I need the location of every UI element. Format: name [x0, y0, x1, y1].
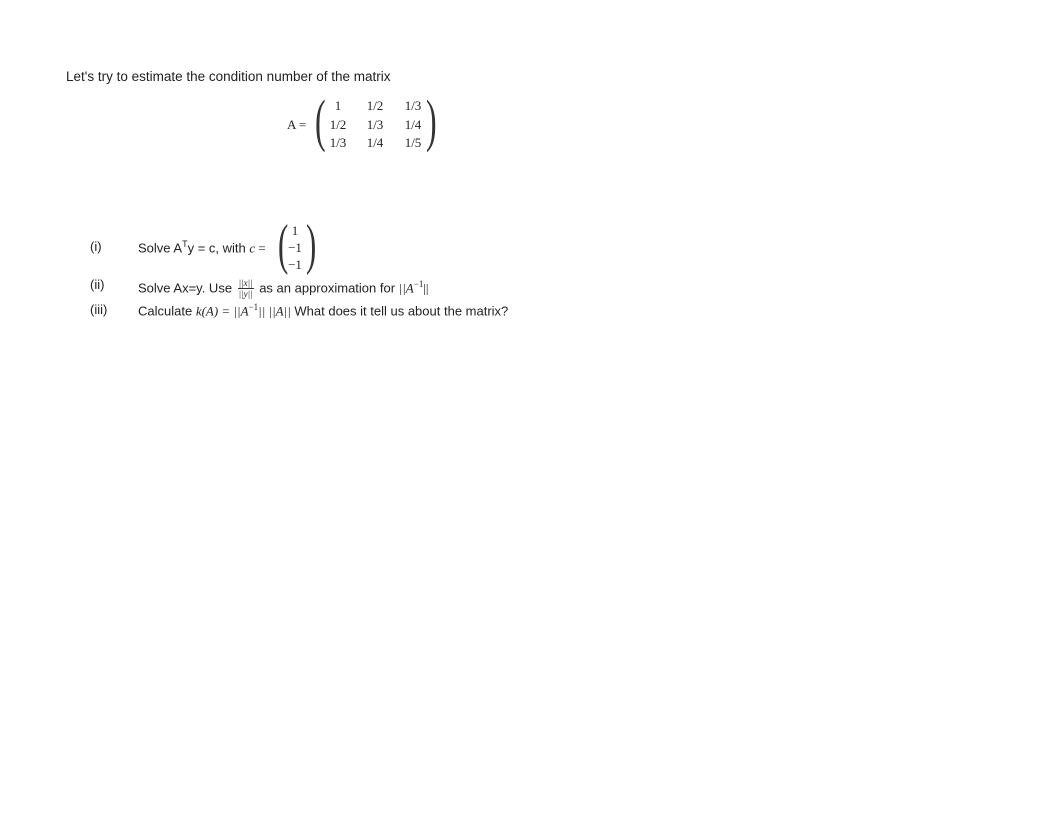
- matrix-cell: 1/4: [366, 135, 384, 150]
- transpose-superscript: T: [182, 239, 188, 249]
- matrix-cell: 1: [334, 98, 342, 113]
- matrix-label: A =: [287, 117, 307, 132]
- math-expression: ||: [423, 280, 429, 296]
- item-text: [138, 271, 429, 300]
- math-expression: ||A: [233, 303, 249, 319]
- math-expression: || ||A||: [258, 303, 291, 319]
- matrix-right-paren: ): [426, 88, 437, 153]
- item-text-part: Solve Ax=y. Use: [138, 280, 236, 296]
- item-number: (iii): [90, 302, 108, 317]
- item-text-part: as an approximation for: [255, 280, 399, 296]
- item-text: [138, 239, 266, 256]
- math-expression: ||A: [398, 280, 414, 296]
- matrix-cell: 1/4: [404, 117, 422, 132]
- fraction-denominator: ||y||: [238, 289, 253, 300]
- matrix-cell: 1/2: [366, 98, 384, 113]
- item-text: [138, 302, 508, 319]
- matrix-cell: 1/3: [329, 135, 347, 150]
- vector-cell: 1: [291, 223, 299, 238]
- vector-c: [278, 214, 322, 276]
- item-text-part: What does it tell us about the matrix?: [290, 303, 509, 319]
- item-number: (i): [90, 239, 102, 254]
- matrix-cell: 1/5: [404, 135, 422, 150]
- inverse-superscript: −1: [413, 279, 424, 289]
- math-equals: =: [255, 240, 266, 256]
- vector-cell: −1: [288, 240, 302, 255]
- vector-cell: −1: [288, 257, 302, 272]
- item-text-part: y = c, with: [187, 240, 250, 256]
- norm-ratio-fraction: [238, 278, 254, 299]
- matrix-cell: 1/2: [329, 117, 347, 132]
- matrix-cell: 1/3: [404, 98, 422, 113]
- intro-text: Let's try to estimate the condition number of the matrix: [66, 69, 391, 84]
- item-text-part: Solve A: [138, 240, 183, 256]
- inverse-superscript: −1: [248, 302, 259, 312]
- vector-right-paren: ): [306, 214, 317, 276]
- vector-left-paren: (: [278, 214, 289, 276]
- fraction-numerator: ||x||: [238, 278, 253, 289]
- matrix-cell: 1/3: [366, 117, 384, 132]
- item-number: (ii): [90, 277, 105, 292]
- matrix-left-paren: (: [315, 88, 326, 153]
- item-text-part: Calculate: [138, 303, 196, 319]
- matrix-a: [287, 88, 447, 154]
- math-expression: k(A) =: [195, 303, 234, 319]
- math-variable: c: [249, 240, 256, 256]
